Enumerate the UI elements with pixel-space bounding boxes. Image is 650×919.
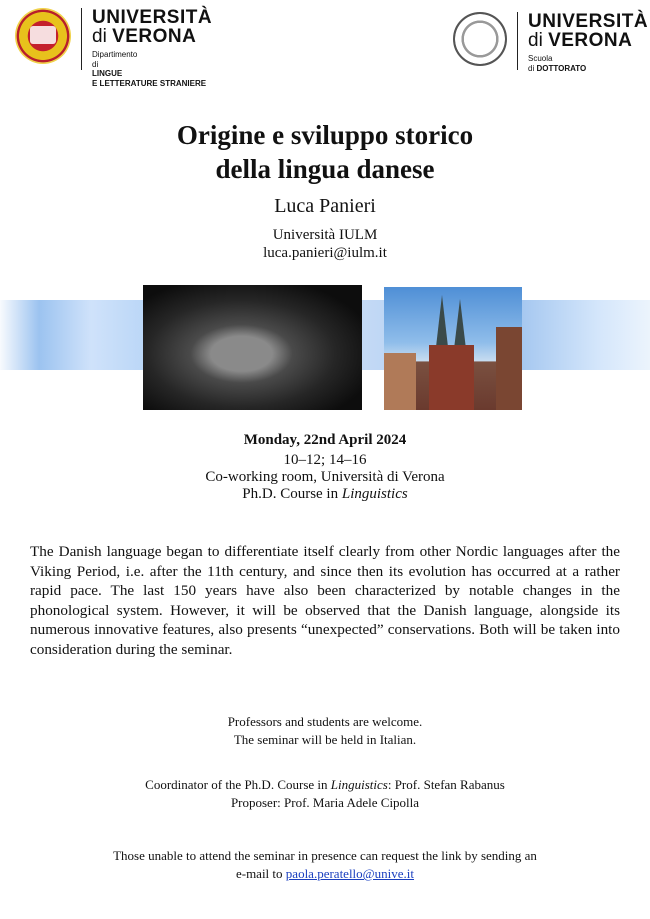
coordinator-note: Coordinator of the Ph.D. Course in Linguistics: Prof. Stefan Rabanus Proposer: Prof. Maria Adele Cipolla <box>145 777 505 810</box>
event-course: Ph.D. Course in Linguistics <box>242 486 408 502</box>
bog-body-photo <box>143 285 362 410</box>
department-name: Dipartimento di LINGUE E LETTERATURE STRANIERE <box>92 50 207 88</box>
event-room: Co-working room, Università di Verona <box>205 469 445 485</box>
doctoral-school-name: Scuola di DOTTORATO <box>528 54 587 73</box>
cathedral-photo <box>384 287 522 410</box>
seminar-title: Origine e sviluppo storico della lingua danese <box>176 120 474 184</box>
speaker-name: Luca Panieri <box>274 195 376 217</box>
seminar-abstract: The Danish language began to differentiate itself clearly from other Nordic languages after the Viking Period, i.e. after the 11th century, and since then its evolution has occurred at a rather rapid pace. The last 150 years have also been characterized by notable changes in the phonological system. However, it will be observed that the Danish language, alongside its numerous innovative features, also presents “unexpected” conservations. Both will be taken into consideration during the seminar. <box>30 543 620 658</box>
logo-divider <box>81 8 82 70</box>
event-time: 10–12; 14–16 <box>283 452 367 468</box>
event-date: Monday, 22nd April 2024 <box>243 432 407 448</box>
header-logo-right <box>453 12 648 73</box>
department-logo-text <box>92 8 212 88</box>
university-seal-color-icon <box>15 8 71 64</box>
logo-divider-right <box>517 12 518 70</box>
contact-email-link[interactable]: paola.peratello@unive.it <box>285 866 415 881</box>
university-seal-bw-icon <box>453 12 507 66</box>
university-city-right: di VERONA <box>528 30 633 51</box>
university-name: UNIVERSITÀ <box>92 7 213 28</box>
speaker-affiliation: Università IULM luca.panieri@iulm.it <box>0 226 650 262</box>
event-details <box>0 452 650 503</box>
university-name-right: UNIVERSITÀ <box>528 11 649 32</box>
speaker-email: luca.panieri@iulm.it <box>263 245 387 261</box>
online-request-note: Those unable to attend the seminar in presence can request the link by sending an e-mail to paola.peratello@unive.it <box>113 848 537 881</box>
header-logo-left <box>15 8 212 88</box>
university-city: di VERONA <box>92 26 197 47</box>
doctoral-school-logo-text <box>528 12 648 73</box>
welcome-note: Professors and students are welcome. The seminar will be held in Italian. <box>227 714 423 747</box>
